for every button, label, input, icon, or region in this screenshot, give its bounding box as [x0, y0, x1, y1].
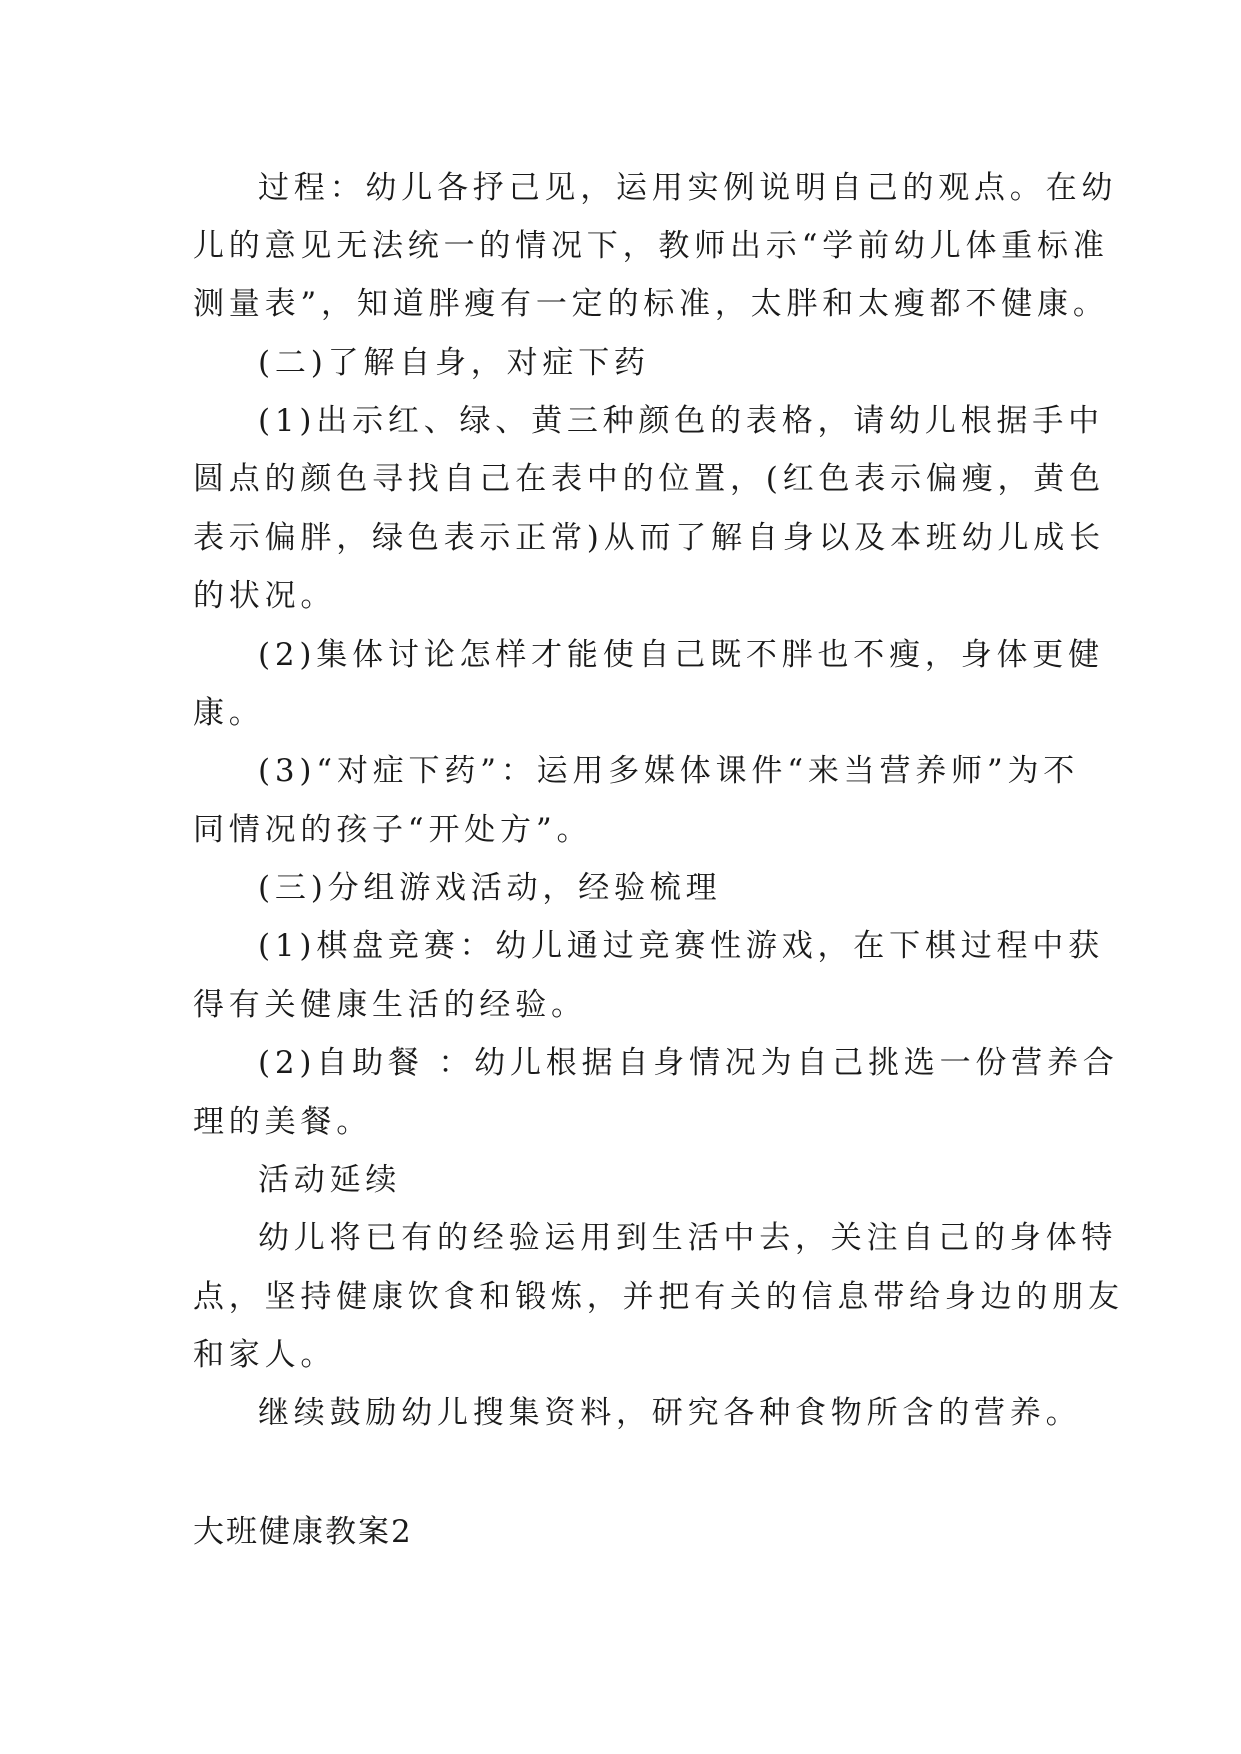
- text-line: (1)棋盘竞赛：幼儿通过竞赛性游戏，在下棋过程中获: [258, 928, 1104, 964]
- text-line: (3)“对症下药”：运用多媒体课件“来当营养师”为不: [258, 753, 1080, 789]
- text-line: 点，坚持健康饮食和锻炼，并把有关的信息带给身边的朋友: [193, 1279, 1124, 1315]
- text-line: 幼儿将已有的经验运用到生活中去，关注自己的身体特: [258, 1220, 1118, 1256]
- text-line: 儿的意见无法统一的情况下，教师出示“学前幼儿体重标准: [193, 228, 1109, 264]
- text-line: 理的美餐。: [193, 1104, 372, 1140]
- text-line: 圆点的颜色寻找自己在表中的位置，(红色表示偏瘦，黄色: [193, 461, 1105, 497]
- text-line: 活动延续: [258, 1162, 402, 1198]
- text-line: 的状况。: [193, 578, 337, 614]
- text-line: 得有关健康生活的经验。: [193, 987, 587, 1023]
- section-title: 大班健康教案2: [193, 1514, 413, 1550]
- text-line: 康。: [193, 695, 265, 731]
- text-line: 过程：幼儿各抒己见，运用实例说明自己的观点。在幼: [258, 170, 1118, 206]
- text-line: 和家人。: [193, 1337, 337, 1373]
- text-line: 同情况的孩子“开处方”。: [193, 812, 593, 848]
- text-line: (三)分组游戏活动，经验梳理: [258, 870, 722, 906]
- text-line: 测量表”，知道胖瘦有一定的标准，太胖和太瘦都不健康。: [193, 286, 1109, 322]
- text-line: 继续鼓励幼儿搜集资料，研究各种食物所含的营养。: [258, 1395, 1082, 1431]
- text-line: (二)了解自身，对症下药: [258, 345, 650, 381]
- text-line: (2)自助餐 ：幼儿根据自身情况为自己挑选一份营养合: [258, 1045, 1119, 1081]
- text-line: (2)集体讨论怎样才能使自己既不胖也不瘦，身体更健: [258, 637, 1104, 673]
- text-line: (1)出示红、绿、黄三种颜色的表格，请幼儿根据手中: [258, 403, 1104, 439]
- text-line: 表示偏胖，绿色表示正常)从而了解自身以及本班幼儿成长: [193, 520, 1105, 556]
